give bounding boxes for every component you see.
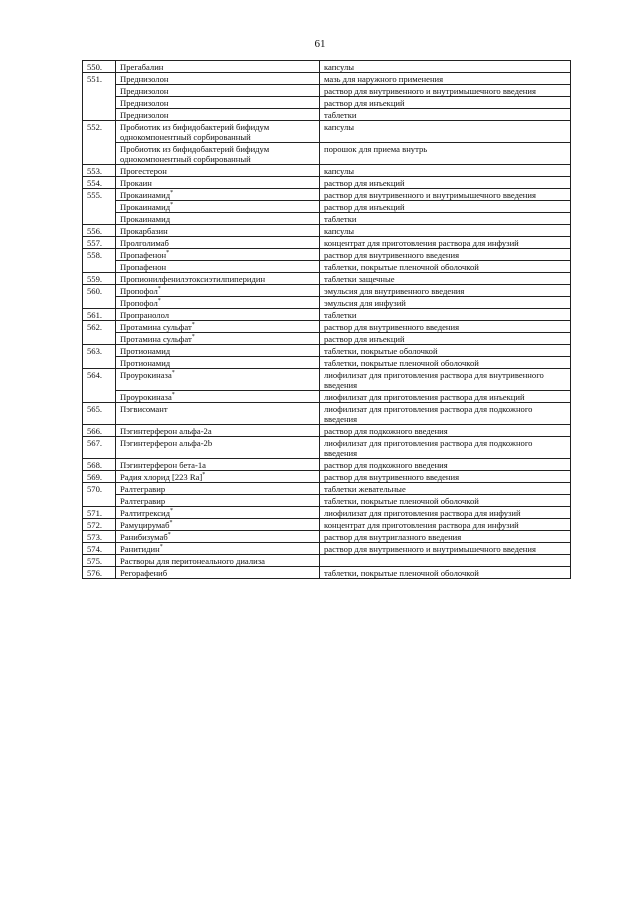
drug-name-cell [116, 483, 320, 495]
drug-name-cell [116, 61, 320, 73]
table-row [83, 555, 571, 567]
row-number: 551. [83, 73, 116, 121]
dosage-form: раствор для подкожного введения [320, 459, 571, 471]
row-number: 555. [83, 189, 116, 225]
table-row [83, 165, 571, 177]
drug-name: Пропофол [120, 298, 158, 308]
table-row [83, 213, 571, 225]
table-row [83, 459, 571, 471]
table-row [83, 121, 571, 143]
drug-name-cell [116, 73, 320, 85]
drug-name-cell [116, 285, 320, 297]
drug-name: Пропафенон [120, 250, 167, 260]
table-row [83, 249, 571, 261]
row-number: 567. [83, 437, 116, 459]
table-row [83, 237, 571, 249]
footnote-mark: * [170, 508, 174, 515]
row-number: 573. [83, 531, 116, 543]
drug-name-cell [116, 97, 320, 109]
table-row [83, 483, 571, 495]
row-number: 559. [83, 273, 116, 285]
drug-name: Пэгинтерферон бета-1а [120, 460, 206, 470]
dosage-form: раствор для инъекций [320, 333, 571, 345]
footnote-mark: * [166, 250, 170, 257]
drug-name-cell [116, 507, 320, 519]
table-row [83, 391, 571, 403]
table-row [83, 369, 571, 391]
footnote-mark: * [171, 370, 175, 377]
dosage-form: таблетки, покрытые оболочкой [320, 345, 571, 357]
drug-name-cell [116, 261, 320, 273]
dosage-form: лиофилизат для приготовления раствора для подкожного введения [320, 403, 571, 425]
table-row [83, 273, 571, 285]
drug-name-cell [116, 369, 320, 391]
dosage-form: таблетки [320, 309, 571, 321]
drug-name-cell [116, 567, 320, 579]
drug-name: Регорафениб [120, 568, 168, 578]
table-row [83, 333, 571, 345]
drug-name-cell [116, 121, 320, 143]
table-row [83, 437, 571, 459]
table-row [83, 471, 571, 483]
table-row [83, 531, 571, 543]
row-number: 574. [83, 543, 116, 555]
drug-name: Проурокиназа [120, 392, 172, 402]
footnote-mark: * [157, 286, 161, 293]
dosage-form: лиофилизат для приготовления раствора для инъекций [320, 391, 571, 403]
table-row [83, 97, 571, 109]
table-row [83, 261, 571, 273]
drug-name-cell [116, 237, 320, 249]
row-number: 572. [83, 519, 116, 531]
drug-name: Ралтегравир [120, 484, 166, 494]
drug-name-cell [116, 85, 320, 97]
dosage-form: таблетки, покрытые пленочной оболочкой [320, 567, 571, 579]
footnote-mark: * [171, 392, 175, 399]
drug-name-cell [116, 357, 320, 369]
row-number: 564. [83, 369, 116, 403]
drug-name-cell [116, 273, 320, 285]
dosage-form: концентрат для приготовления раствора для инфузий [320, 519, 571, 531]
table-row [83, 177, 571, 189]
table-row [83, 425, 571, 437]
dosage-form: таблетки, покрытые пленочной оболочкой [320, 261, 571, 273]
dosage-form: раствор для внутривенного введения [320, 471, 571, 483]
drug-name: Пропранолол [120, 310, 170, 320]
dosage-form: раствор для внутривенного и внутримышечного введения [320, 189, 571, 201]
table-row [83, 201, 571, 213]
table-row [83, 321, 571, 333]
drug-name: Рамуцирумаб [120, 520, 170, 530]
footnote-mark: * [170, 190, 174, 197]
drug-name-cell [116, 297, 320, 309]
drug-name-cell [116, 555, 320, 567]
table-row [83, 507, 571, 519]
table-row [83, 225, 571, 237]
drug-name: Протамина сульфат [120, 322, 192, 332]
drug-name: Преднизолон [120, 74, 169, 84]
footnote-mark: * [169, 520, 173, 527]
drug-name: Прокарбазин [120, 226, 168, 236]
drug-name-cell [116, 143, 320, 165]
footnote-mark: * [191, 334, 195, 341]
row-number: 550. [83, 61, 116, 73]
dosage-form: мазь для наружного применения [320, 73, 571, 85]
medication-table [82, 60, 571, 579]
dosage-form: порошок для приема внутрь [320, 143, 571, 165]
drug-name-cell [116, 225, 320, 237]
drug-name: Прокаинамид [120, 202, 171, 212]
dosage-form: раствор для внутривенного введения [320, 321, 571, 333]
dosage-form: таблетки [320, 213, 571, 225]
footnote-mark: * [159, 544, 163, 551]
drug-name-cell [116, 471, 320, 483]
row-number: 556. [83, 225, 116, 237]
table-row [83, 109, 571, 121]
dosage-form: капсулы [320, 225, 571, 237]
dosage-form: раствор для инъекций [320, 97, 571, 109]
dosage-form [320, 555, 571, 567]
drug-name: Пропионилфенилэтоксиэтилпиперидин [120, 274, 266, 284]
row-number: 568. [83, 459, 116, 471]
dosage-form: капсулы [320, 165, 571, 177]
row-number: 571. [83, 507, 116, 519]
drug-name: Пропафенон [120, 262, 167, 272]
footnote-mark: * [191, 322, 195, 329]
medication-table-body [83, 61, 571, 579]
row-number: 553. [83, 165, 116, 177]
dosage-form: капсулы [320, 121, 571, 143]
table-row [83, 309, 571, 321]
drug-name: Пробиотик из бифидобактерий бифидум однокомпонентный сорбированный [120, 122, 270, 142]
table-row [83, 403, 571, 425]
table-row [83, 519, 571, 531]
dosage-form: лиофилизат для приготовления раствора для внутривенного введения [320, 369, 571, 391]
row-number: 576. [83, 567, 116, 579]
drug-name: Прокаинамид [120, 190, 171, 200]
footnote-mark: * [170, 202, 174, 209]
drug-name: Радия хлорид [223 Ra] [120, 472, 203, 482]
row-number: 570. [83, 483, 116, 507]
dosage-form: раствор для инъекций [320, 177, 571, 189]
drug-name: Пэгвисомант [120, 404, 168, 414]
drug-name: Прогестерон [120, 166, 167, 176]
dosage-form: таблетки жевательные [320, 483, 571, 495]
drug-name-cell [116, 495, 320, 507]
dosage-form: лиофилизат для приготовления раствора для подкожного введения [320, 437, 571, 459]
row-number: 563. [83, 345, 116, 369]
table-row [83, 189, 571, 201]
drug-name: Пробиотик из бифидобактерий бифидум однокомпонентный сорбированный [120, 144, 270, 164]
drug-name-cell [116, 321, 320, 333]
dosage-form: таблетки [320, 109, 571, 121]
drug-name-cell [116, 165, 320, 177]
dosage-form: эмульсия для инфузий [320, 297, 571, 309]
table-row [83, 297, 571, 309]
row-number: 554. [83, 177, 116, 189]
drug-name-cell [116, 543, 320, 555]
dosage-form: раствор для внутривенного и внутримышечного введения [320, 85, 571, 97]
drug-name: Прокаинамид [120, 214, 171, 224]
drug-name-cell [116, 345, 320, 357]
dosage-form: капсулы [320, 61, 571, 73]
drug-name: Растворы для перитонеального диализа [120, 556, 265, 566]
table-row [83, 543, 571, 555]
table-row [83, 495, 571, 507]
dosage-form: раствор для внутривенного введения [320, 249, 571, 261]
dosage-form: таблетки защечные [320, 273, 571, 285]
drug-name: Протамина сульфат [120, 334, 192, 344]
footnote-mark: * [167, 532, 171, 539]
drug-name-cell [116, 213, 320, 225]
drug-name: Пропофол [120, 286, 158, 296]
drug-name: Прокаин [120, 178, 152, 188]
drug-name: Ранибизумаб [120, 532, 168, 542]
table-row [83, 567, 571, 579]
dosage-form: раствор для инъекций [320, 201, 571, 213]
drug-name: Преднизолон [120, 98, 169, 108]
drug-name-cell [116, 437, 320, 459]
drug-name: Протионамид [120, 358, 171, 368]
footnote-mark: * [157, 298, 161, 305]
table-row [83, 73, 571, 85]
row-number: 566. [83, 425, 116, 437]
table-row [83, 61, 571, 73]
drug-name: Ралтегравир [120, 496, 166, 506]
drug-name: Протионамид [120, 346, 171, 356]
drug-name-cell [116, 109, 320, 121]
page-number: 61 [314, 38, 326, 50]
footnote-mark: * [202, 472, 206, 479]
drug-name-cell [116, 519, 320, 531]
drug-name-cell [116, 249, 320, 261]
row-number: 561. [83, 309, 116, 321]
row-number: 565. [83, 403, 116, 425]
dosage-form: концентрат для приготовления раствора для инфузий [320, 237, 571, 249]
table-row [83, 357, 571, 369]
row-number: 557. [83, 237, 116, 249]
drug-name: Ранитидин [120, 544, 160, 554]
drug-name-cell [116, 531, 320, 543]
drug-name-cell [116, 177, 320, 189]
dosage-form: таблетки, покрытые пленочной оболочкой [320, 357, 571, 369]
drug-name-cell [116, 333, 320, 345]
row-number: 575. [83, 555, 116, 567]
dosage-form: раствор для внутривенного и внутримышечного введения [320, 543, 571, 555]
drug-name: Преднизолон [120, 110, 169, 120]
row-number: 569. [83, 471, 116, 483]
drug-name-cell [116, 459, 320, 471]
table-row [83, 345, 571, 357]
dosage-form: таблетки, покрытые пленочной оболочкой [320, 495, 571, 507]
drug-name: Прегабалин [120, 62, 164, 72]
drug-name-cell [116, 189, 320, 201]
row-number: 562. [83, 321, 116, 345]
drug-name: Проурокиназа [120, 370, 172, 380]
dosage-form: лиофилизат для приготовления раствора для инфузий [320, 507, 571, 519]
drug-name-cell [116, 201, 320, 213]
dosage-form: раствор для внутриглазного введения [320, 531, 571, 543]
table-row [83, 285, 571, 297]
drug-name-cell [116, 309, 320, 321]
dosage-form: раствор для подкожного введения [320, 425, 571, 437]
drug-name-cell [116, 391, 320, 403]
drug-name-cell [116, 425, 320, 437]
table-row [83, 143, 571, 165]
row-number: 560. [83, 285, 116, 309]
row-number: 558. [83, 249, 116, 273]
row-number: 552. [83, 121, 116, 165]
drug-name: Преднизолон [120, 86, 169, 96]
table-row [83, 85, 571, 97]
drug-name: Пролголимаб [120, 238, 169, 248]
drug-name-cell [116, 403, 320, 425]
drug-name: Пэгинтерферон альфа-2а [120, 426, 212, 436]
drug-name: Пэгинтерферон альфа-2b [120, 438, 213, 448]
drug-name: Ралтитрексид [120, 508, 171, 518]
dosage-form: эмульсия для внутривенного введения [320, 285, 571, 297]
